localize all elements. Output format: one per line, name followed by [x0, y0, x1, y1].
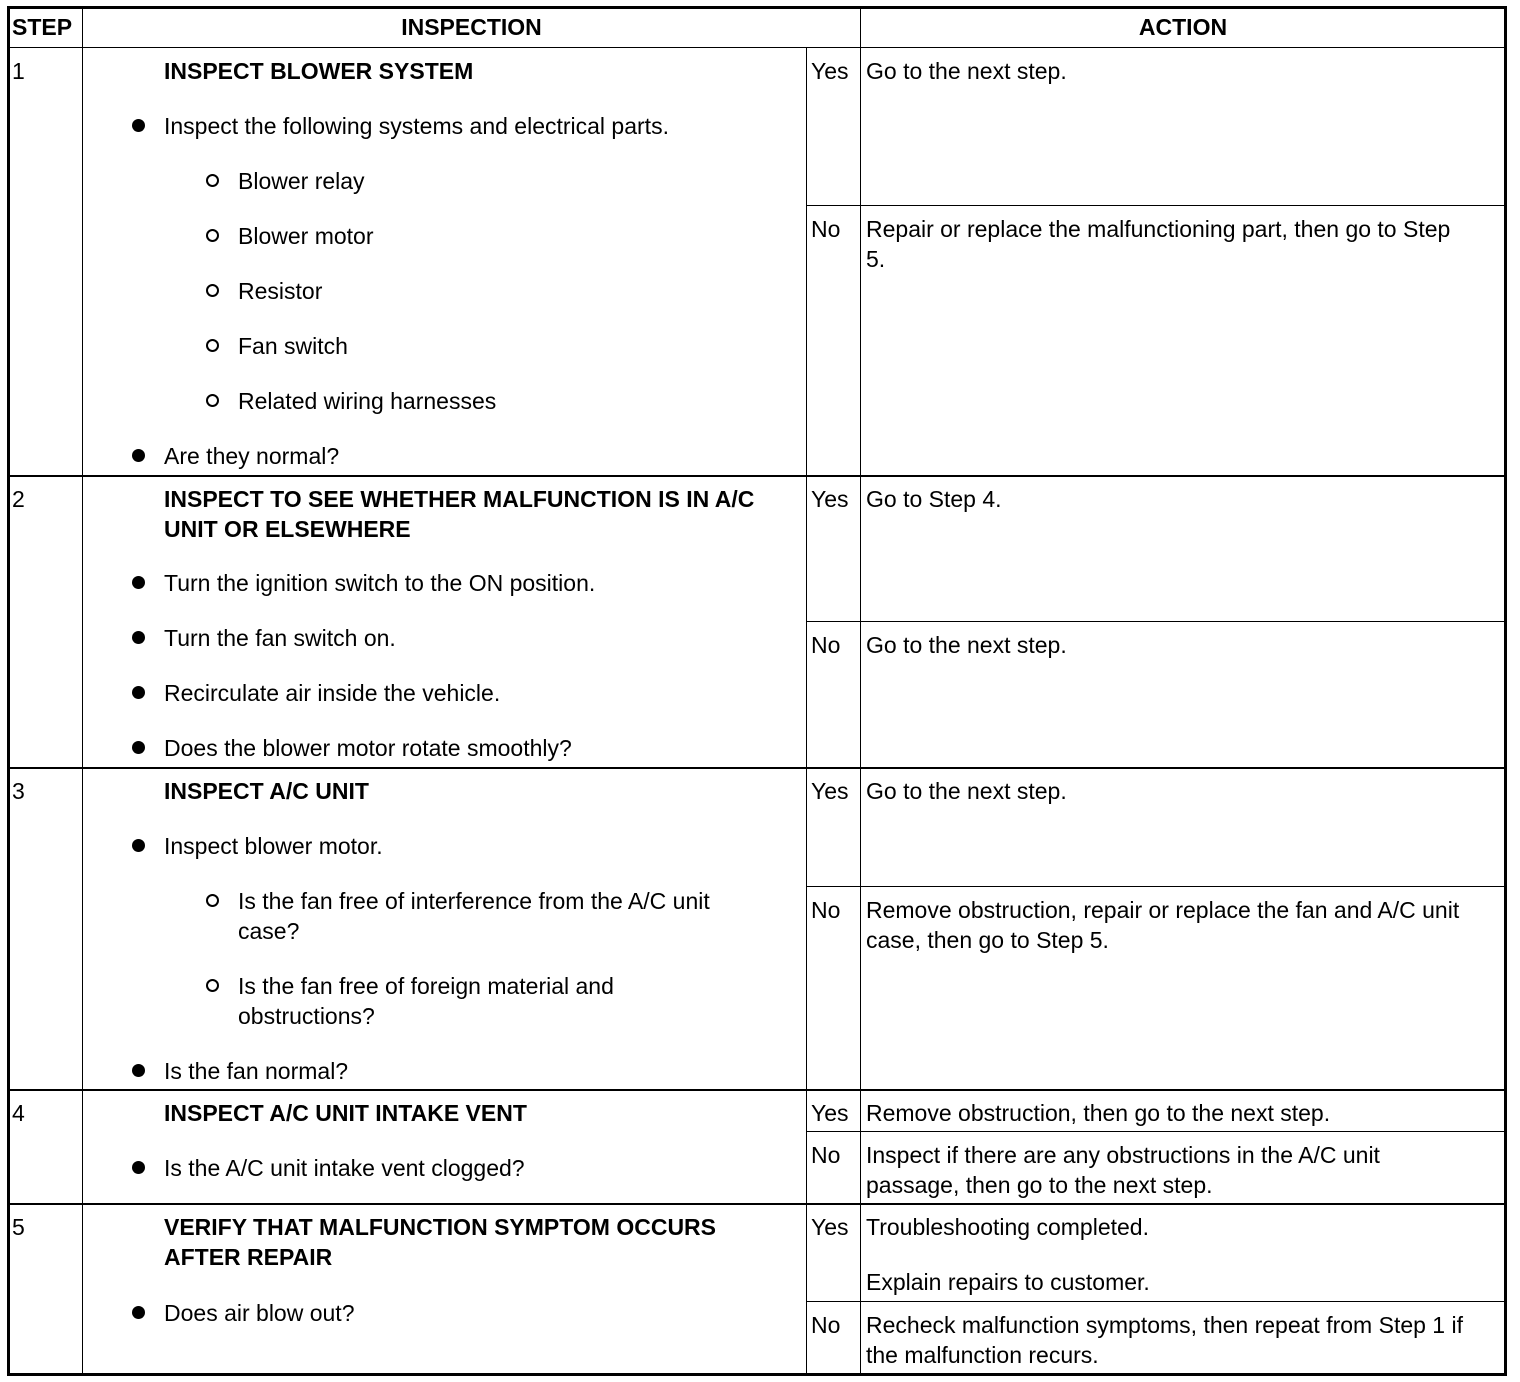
yes-no-divider-5 — [806, 1301, 1506, 1302]
step-title: INSPECT TO SEE WHETHER MALFUNCTION IS IN A/C UNIT OR ELSEWHERE — [164, 486, 755, 542]
sub-bullet-icon — [206, 229, 219, 242]
yes-action: Go to the next step. — [866, 58, 1067, 84]
inspection-subitem: Related wiring harnesses — [238, 388, 497, 414]
yes-action-note: Explain repairs to customer. — [866, 1269, 1150, 1295]
column-divider-action — [860, 6, 861, 1376]
no-action: Inspect if there are any obstructions in the A/C unit passage, then go to the next step. — [866, 1142, 1380, 1198]
yes-label: Yes — [811, 778, 849, 804]
yes-no-divider-3 — [806, 886, 1506, 887]
no-label: No — [811, 1142, 841, 1168]
bullet-icon — [132, 839, 145, 852]
no-action: Repair or replace the malfunctioning part, then go to Step 5. — [866, 216, 1451, 272]
sub-bullet-icon — [206, 394, 219, 407]
inspection-item: Is the A/C unit intake vent clogged? — [164, 1155, 525, 1181]
row-divider-3 — [7, 1089, 1507, 1091]
bullet-icon — [132, 449, 145, 462]
no-label: No — [811, 897, 841, 923]
inspection-item: Turn the fan switch on. — [164, 625, 396, 651]
step-title: VERIFY THAT MALFUNCTION SYMPTOM OCCURS AFTER REPAIR — [164, 1214, 716, 1270]
step-number: 5 — [12, 1214, 25, 1240]
column-divider-answer — [806, 48, 807, 1376]
sub-bullet-icon — [206, 979, 219, 992]
row-divider-1 — [7, 475, 1507, 477]
no-label: No — [811, 216, 841, 242]
bullet-icon — [132, 631, 145, 644]
bullet-icon — [132, 119, 145, 132]
sub-bullet-icon — [206, 894, 219, 907]
inspection-subitem: Blower relay — [238, 168, 365, 194]
no-action: Go to the next step. — [866, 632, 1067, 658]
step-number: 2 — [12, 486, 25, 512]
no-label: No — [811, 632, 841, 658]
header-step: STEP — [12, 14, 73, 40]
table-border-right — [1504, 6, 1507, 1376]
step-title: INSPECT A/C UNIT INTAKE VENT — [164, 1100, 527, 1126]
inspection-subitem: Is the fan free of interference from the A/C unit case? — [238, 888, 710, 944]
yes-action: Remove obstruction, then go to the next step. — [866, 1100, 1331, 1126]
inspection-subitem: Blower motor — [238, 223, 374, 249]
inspection-item: Does the blower motor rotate smoothly? — [164, 735, 572, 761]
header-action: ACTION — [1138, 14, 1228, 40]
bullet-icon — [132, 576, 145, 589]
inspection-subitem: Fan switch — [238, 333, 348, 359]
bullet-icon — [132, 1306, 145, 1319]
inspection-item: Inspect the following systems and electrical parts. — [164, 113, 669, 139]
inspection-item: Inspect blower motor. — [164, 833, 383, 859]
column-divider-step — [82, 6, 83, 1376]
header-inspection: INSPECTION — [401, 14, 542, 40]
step-number: 4 — [12, 1100, 25, 1126]
table-border-top — [7, 6, 1507, 9]
step-title: INSPECT BLOWER SYSTEM — [164, 58, 474, 84]
yes-action: Troubleshooting completed. — [866, 1214, 1149, 1240]
header-divider — [7, 47, 1507, 48]
inspection-item: Turn the ignition switch to the ON position. — [164, 570, 596, 596]
yes-label: Yes — [811, 1100, 849, 1126]
sub-bullet-icon — [206, 339, 219, 352]
yes-no-divider-4 — [806, 1131, 1506, 1132]
no-action: Remove obstruction, repair or replace the fan and A/C unit case, then go to Step 5. — [866, 897, 1460, 953]
row-divider-4 — [7, 1203, 1507, 1205]
inspection-item: Is the fan normal? — [164, 1058, 349, 1084]
no-action: Recheck malfunction symptoms, then repeat from Step 1 if the malfunction recurs. — [866, 1312, 1463, 1368]
sub-bullet-icon — [206, 284, 219, 297]
inspection-subitem: Resistor — [238, 278, 323, 304]
inspection-item: Are they normal? — [164, 443, 340, 469]
step-number: 1 — [12, 58, 25, 84]
step-number: 3 — [12, 778, 25, 804]
inspection-item: Does air blow out? — [164, 1300, 355, 1326]
yes-label: Yes — [811, 1214, 849, 1240]
inspection-item: Recirculate air inside the vehicle. — [164, 680, 501, 706]
bullet-icon — [132, 1161, 145, 1174]
yes-label: Yes — [811, 486, 849, 512]
bullet-icon — [132, 741, 145, 754]
yes-action: Go to the next step. — [866, 778, 1067, 804]
table-border-left — [7, 6, 10, 1376]
bullet-icon — [132, 686, 145, 699]
step-title: INSPECT A/C UNIT — [164, 778, 369, 804]
table-border-bottom — [7, 1373, 1507, 1376]
bullet-icon — [132, 1064, 145, 1077]
row-divider-2 — [7, 767, 1507, 769]
no-label: No — [811, 1312, 841, 1338]
inspection-subitem: Is the fan free of foreign material and obstructions? — [238, 973, 614, 1029]
yes-label: Yes — [811, 58, 849, 84]
sub-bullet-icon — [206, 174, 219, 187]
yes-no-divider-2 — [806, 621, 1506, 622]
yes-action: Go to Step 4. — [866, 486, 1002, 512]
yes-no-divider-1 — [806, 205, 1506, 206]
